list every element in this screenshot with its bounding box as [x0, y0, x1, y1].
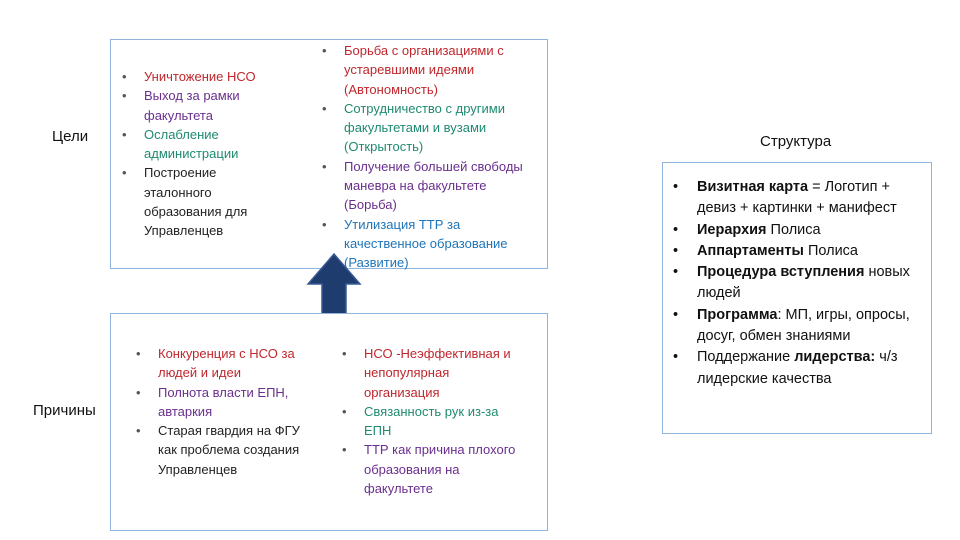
structure-item [673, 347, 925, 390]
structure-item-key: Визитная карта [697, 179, 809, 195]
reason-item: • ТТР как причина плохого образования на факультете [342, 440, 522, 498]
structure-item-text: = Логотип + девиз + картинки + манифест [697, 179, 897, 217]
goals-left-list [122, 67, 272, 241]
reasons-right-list [342, 344, 522, 498]
structure-item [673, 262, 925, 305]
structure-item-text: ч/з лидерские качества [697, 349, 898, 387]
structure-item-key: Аппартаменты [697, 242, 804, 259]
structure-item-text: новых людей [697, 264, 910, 302]
reason-item: • Полнота власти ЕПН, автаркия [136, 383, 321, 422]
reason-item: • Связанность рук из-за ЕПН [342, 402, 522, 441]
goal-item: • Выход за рамки факультета [122, 86, 272, 125]
structure-item-text: : МП, игры, опросы, досуг, обмен знаниями [697, 306, 910, 345]
structure-item [673, 241, 925, 262]
goal-item: • Получение большей свободы маневра на факультете (Борьба) [322, 157, 537, 215]
structure-item [673, 305, 925, 348]
goal-item: • Сотрудничество с другими факультетами и вузами (Открытость) [322, 99, 537, 157]
structure-label: Структура [760, 133, 832, 150]
goals-label: Цели [52, 128, 89, 145]
structure-list [673, 177, 925, 390]
reason-item: • НСО -Неэффективная и непопулярная организация [342, 344, 522, 402]
structure-item [673, 177, 925, 220]
goal-item: • Уничтожение НСО [122, 67, 272, 86]
structure-item-text: Поддержание [697, 349, 795, 366]
structure-box [662, 162, 932, 434]
structure-item-key: лидерства: [794, 349, 876, 366]
structure-item [673, 220, 925, 241]
reasons-left-list [136, 344, 321, 479]
structure-item-key: Иерархия [697, 221, 767, 238]
goals-right-list [322, 41, 537, 273]
reasons-label: Причины [33, 402, 96, 419]
structure-item-text: Полиса [803, 242, 858, 259]
structure-item-key: Программа [697, 306, 778, 323]
reason-item: • Старая гвардия на ФГУ как проблема создания Управленцев [136, 421, 321, 479]
reason-item: • Конкуренция с НСО за людей и идеи [136, 344, 321, 383]
goal-item: • Утилизация ТТР за качественное образование (Развитие) [322, 215, 537, 273]
goal-item: • Ослабление администрации [122, 125, 272, 164]
structure-item-key: Процедура вступления [697, 264, 865, 281]
goal-item: • Построение эталонного образования для Управленцев [122, 163, 272, 240]
goal-item: • Борьба с организациями с устаревшими идеями (Автономность) [322, 41, 537, 99]
structure-item-text: Полиса [766, 221, 821, 238]
